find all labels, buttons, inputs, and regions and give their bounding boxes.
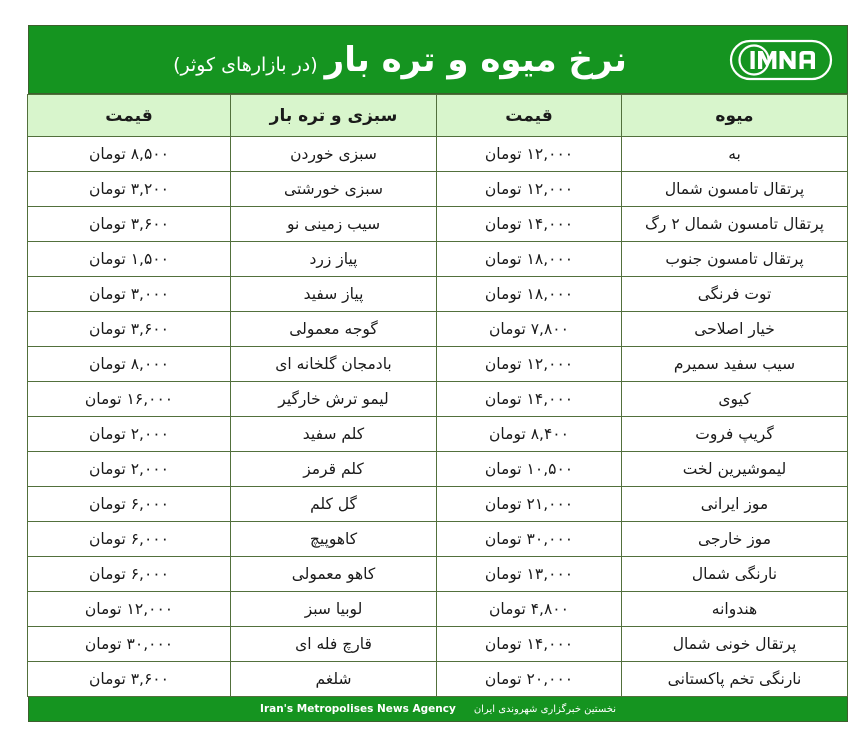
cell-fruit-name: نارنگی تخم پاکستانی	[622, 662, 848, 697]
header-title-group	[173, 39, 627, 80]
table-row	[28, 662, 848, 697]
cell-vegetable-name: پیاز زرد	[231, 242, 437, 277]
cell-vegetable-price: ۱۲,۰۰۰ تومان	[28, 592, 231, 627]
cell-fruit-price: ۱۲,۰۰۰ تومان	[437, 347, 622, 382]
table-body	[28, 137, 848, 697]
table-row	[28, 592, 848, 627]
cell-vegetable-name: کاهوپیچ	[231, 522, 437, 557]
imna-logo	[729, 37, 833, 83]
cell-fruit-name: پرتقال خونی شمال	[622, 627, 848, 662]
cell-vegetable-name: شلغم	[231, 662, 437, 697]
cell-fruit-price: ۴,۸۰۰ تومان	[437, 592, 622, 627]
page-title: نرخ میوه و تره بار	[324, 39, 627, 80]
table-row	[28, 312, 848, 347]
column-header-vegetable: سبزی و تره بار	[231, 95, 437, 137]
cell-fruit-price: ۱۸,۰۰۰ تومان	[437, 242, 622, 277]
cell-fruit-name: پرتقال تامسون شمال ۲ رگ	[622, 207, 848, 242]
cell-vegetable-price: ۳,۶۰۰ تومان	[28, 662, 231, 697]
cell-fruit-price: ۱۰,۵۰۰ تومان	[437, 452, 622, 487]
table-row	[28, 347, 848, 382]
table-row	[28, 172, 848, 207]
table-row	[28, 382, 848, 417]
cell-fruit-name: پرتقال تامسون شمال	[622, 172, 848, 207]
cell-fruit-price: ۷,۸۰۰ تومان	[437, 312, 622, 347]
page-subtitle: (در بازارهای کوثر)	[173, 53, 318, 76]
column-header-fruit-price: قیمت	[437, 95, 622, 137]
cell-vegetable-name: سبزی خوردن	[231, 137, 437, 172]
cell-vegetable-name: کلم سفید	[231, 417, 437, 452]
cell-vegetable-price: ۲,۰۰۰ تومان	[28, 417, 231, 452]
cell-fruit-name: پرتقال تامسون جنوب	[622, 242, 848, 277]
cell-fruit-price: ۱۳,۰۰۰ تومان	[437, 557, 622, 592]
column-header-fruit: میوه	[622, 95, 848, 137]
cell-fruit-price: ۱۴,۰۰۰ تومان	[437, 382, 622, 417]
cell-vegetable-name: کاهو معمولی	[231, 557, 437, 592]
table-row	[28, 487, 848, 522]
cell-fruit-name: نارنگی شمال	[622, 557, 848, 592]
table-row	[28, 522, 848, 557]
cell-fruit-price: ۱۴,۰۰۰ تومان	[437, 207, 622, 242]
table-row	[28, 557, 848, 592]
cell-vegetable-price: ۶,۰۰۰ تومان	[28, 487, 231, 522]
poster-footer	[28, 697, 848, 722]
cell-vegetable-price: ۳,۲۰۰ تومان	[28, 172, 231, 207]
cell-fruit-price: ۱۲,۰۰۰ تومان	[437, 172, 622, 207]
cell-fruit-name: موز ایرانی	[622, 487, 848, 522]
price-poster	[28, 25, 848, 722]
cell-fruit-name: به	[622, 137, 848, 172]
footer-tagline-persian: نخستین خبرگزاری شهروندی ایران	[473, 703, 616, 715]
cell-fruit-name: سیب سفید سمیرم	[622, 347, 848, 382]
cell-vegetable-price: ۱,۵۰۰ تومان	[28, 242, 231, 277]
cell-vegetable-name: کلم قرمز	[231, 452, 437, 487]
cell-vegetable-name: بادمجان گلخانه ای	[231, 347, 437, 382]
cell-fruit-name: موز خارجی	[622, 522, 848, 557]
cell-vegetable-price: ۱۶,۰۰۰ تومان	[28, 382, 231, 417]
cell-vegetable-name: گوجه معمولی	[231, 312, 437, 347]
poster-header	[28, 25, 848, 94]
cell-fruit-price: ۱۲,۰۰۰ تومان	[437, 137, 622, 172]
cell-fruit-price: ۲۱,۰۰۰ تومان	[437, 487, 622, 522]
cell-vegetable-price: ۸,۰۰۰ تومان	[28, 347, 231, 382]
cell-vegetable-name: پیاز سفید	[231, 277, 437, 312]
table-row	[28, 277, 848, 312]
cell-fruit-name: لیموشیرین لخت	[622, 452, 848, 487]
cell-vegetable-name: گل کلم	[231, 487, 437, 522]
cell-fruit-name: گریپ فروت	[622, 417, 848, 452]
table-row	[28, 207, 848, 242]
cell-vegetable-name: سیب زمینی نو	[231, 207, 437, 242]
table-row	[28, 627, 848, 662]
price-table	[27, 94, 848, 697]
table-row	[28, 137, 848, 172]
footer-tagline-english: Iran's Metropolises News Agency	[260, 703, 456, 715]
cell-vegetable-price: ۳۰,۰۰۰ تومان	[28, 627, 231, 662]
cell-vegetable-name: سبزی خورشتی	[231, 172, 437, 207]
cell-fruit-price: ۱۴,۰۰۰ تومان	[437, 627, 622, 662]
cell-vegetable-name: لوبیا سبز	[231, 592, 437, 627]
cell-fruit-price: ۸,۴۰۰ تومان	[437, 417, 622, 452]
cell-vegetable-price: ۳,۶۰۰ تومان	[28, 207, 231, 242]
cell-fruit-name: خیار اصلاحی	[622, 312, 848, 347]
cell-vegetable-price: ۳,۰۰۰ تومان	[28, 277, 231, 312]
cell-fruit-price: ۱۸,۰۰۰ تومان	[437, 277, 622, 312]
cell-vegetable-name: لیمو ترش خارگیر	[231, 382, 437, 417]
table-row	[28, 417, 848, 452]
cell-fruit-name: توت فرنگی	[622, 277, 848, 312]
cell-vegetable-price: ۶,۰۰۰ تومان	[28, 522, 231, 557]
cell-vegetable-price: ۸,۵۰۰ تومان	[28, 137, 231, 172]
column-header-vegetable-price: قیمت	[28, 95, 231, 137]
table-row	[28, 242, 848, 277]
table-header-row	[28, 95, 848, 137]
cell-vegetable-price: ۳,۶۰۰ تومان	[28, 312, 231, 347]
cell-vegetable-price: ۶,۰۰۰ تومان	[28, 557, 231, 592]
cell-fruit-name: کیوی	[622, 382, 848, 417]
table-row	[28, 452, 848, 487]
cell-vegetable-price: ۲,۰۰۰ تومان	[28, 452, 231, 487]
cell-fruit-name: هندوانه	[622, 592, 848, 627]
cell-fruit-price: ۲۰,۰۰۰ تومان	[437, 662, 622, 697]
cell-vegetable-name: قارچ فله ای	[231, 627, 437, 662]
cell-fruit-price: ۳۰,۰۰۰ تومان	[437, 522, 622, 557]
